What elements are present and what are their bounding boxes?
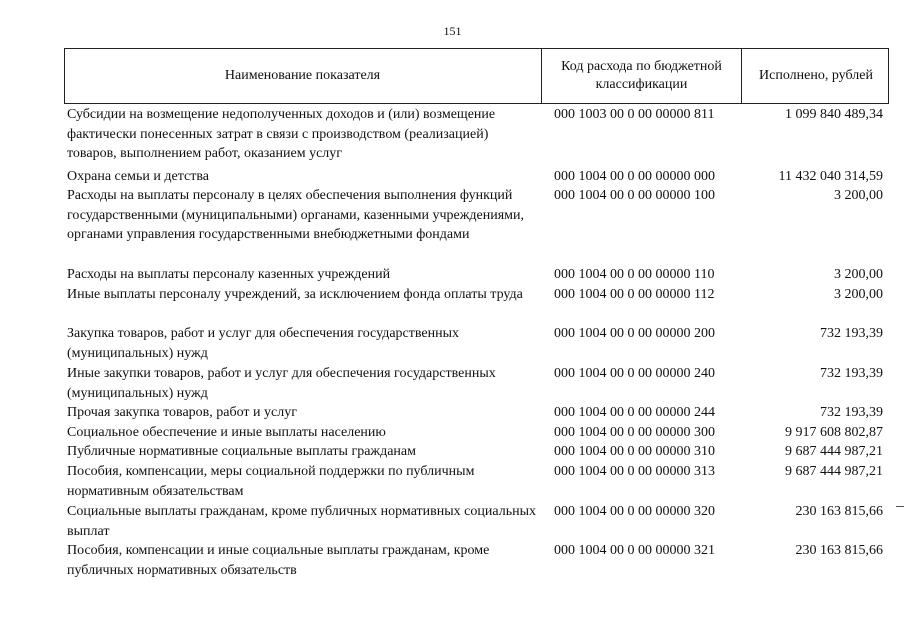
row-name: Расходы на выплаты персоналу казенных учреждений xyxy=(67,267,391,282)
row-value: 732 193,39 xyxy=(820,326,883,341)
row-code: 000 1004 00 0 00 00000 000 xyxy=(554,169,715,184)
row-name: Закупка товаров, работ и услуг для обеспечения государственных (муниципальных) нужд xyxy=(67,326,460,361)
row-value: 11 432 040 314,59 xyxy=(778,169,883,184)
row-value: 3 200,00 xyxy=(834,188,883,203)
row-name: Социальные выплаты гражданам, кроме публичных нормативных социальных выплат xyxy=(67,504,536,539)
row-name: Субсидии на возмещение недополученных доходов и (или) возмещение фактически понесенных затрат в связи с производством (реализацией) товаров, выполнением работ, оказанием услуг xyxy=(67,107,496,161)
header-name: Наименование показателя xyxy=(224,68,381,83)
margin-mark xyxy=(896,506,904,507)
row-code: 000 1004 00 0 00 00000 112 xyxy=(554,287,715,302)
row-name: Иные выплаты персоналу учреждений, за исключением фонда оплаты труда xyxy=(67,287,523,302)
row-code: 000 1004 00 0 00 00000 320 xyxy=(554,504,715,519)
row-code: 000 1004 00 0 00 00000 200 xyxy=(554,326,715,341)
row-value: 9 917 608 802,87 xyxy=(785,425,883,440)
row-code: 000 1004 00 0 00 00000 240 xyxy=(554,366,715,381)
row-value: 732 193,39 xyxy=(820,366,883,381)
row-name: Публичные нормативные социальные выплаты гражданам xyxy=(67,444,416,459)
row-value: 230 163 815,66 xyxy=(795,543,883,558)
row-value: 3 200,00 xyxy=(834,267,883,282)
row-code: 000 1004 00 0 00 00000 110 xyxy=(554,267,715,282)
row-name: Расходы на выплаты персоналу в целях обеспечения выполнения функций государственными (муниципальными) органами, казенными учреждениями, органами управления государственными внебюджетными фондами xyxy=(67,188,524,242)
row-value: 9 687 444 987,21 xyxy=(785,464,883,479)
header-value: Исполнено, рублей xyxy=(741,49,890,103)
row-code: 000 1003 00 0 00 00000 811 xyxy=(554,107,715,122)
row-name: Иные закупки товаров, работ и услуг для обеспечения государственных (муниципальных) нужд xyxy=(67,366,496,401)
row-name: Охрана семьи и детства xyxy=(67,169,209,184)
row-code: 000 1004 00 0 00 00000 100 xyxy=(554,188,715,203)
row-value: 1 099 840 489,34 xyxy=(785,107,883,122)
page-number: 151 xyxy=(443,24,462,38)
row-code: 000 1004 00 0 00 00000 310 xyxy=(554,444,715,459)
header-code: Код расхода по бюджетной классификации xyxy=(541,49,741,103)
row-value: 9 687 444 987,21 xyxy=(785,444,883,459)
row-code: 000 1004 00 0 00 00000 313 xyxy=(554,464,715,479)
row-name: Пособия, компенсации и иные социальные выплаты гражданам, кроме публичных нормативных обязательств xyxy=(67,543,490,578)
row-value: 3 200,00 xyxy=(834,287,883,302)
row-code: 000 1004 00 0 00 00000 244 xyxy=(554,405,715,420)
row-name: Социальное обеспечение и иные выплаты населению xyxy=(67,425,386,440)
table-header xyxy=(64,48,889,104)
row-code: 000 1004 00 0 00 00000 300 xyxy=(554,425,715,440)
row-name: Прочая закупка товаров, работ и услуг xyxy=(67,405,297,420)
row-code: 000 1004 00 0 00 00000 321 xyxy=(554,543,715,558)
row-value: 230 163 815,66 xyxy=(795,504,883,519)
row-name: Пособия, компенсации, меры социальной поддержки по публичным нормативным обязательствам xyxy=(67,464,475,499)
row-value: 732 193,39 xyxy=(820,405,883,420)
